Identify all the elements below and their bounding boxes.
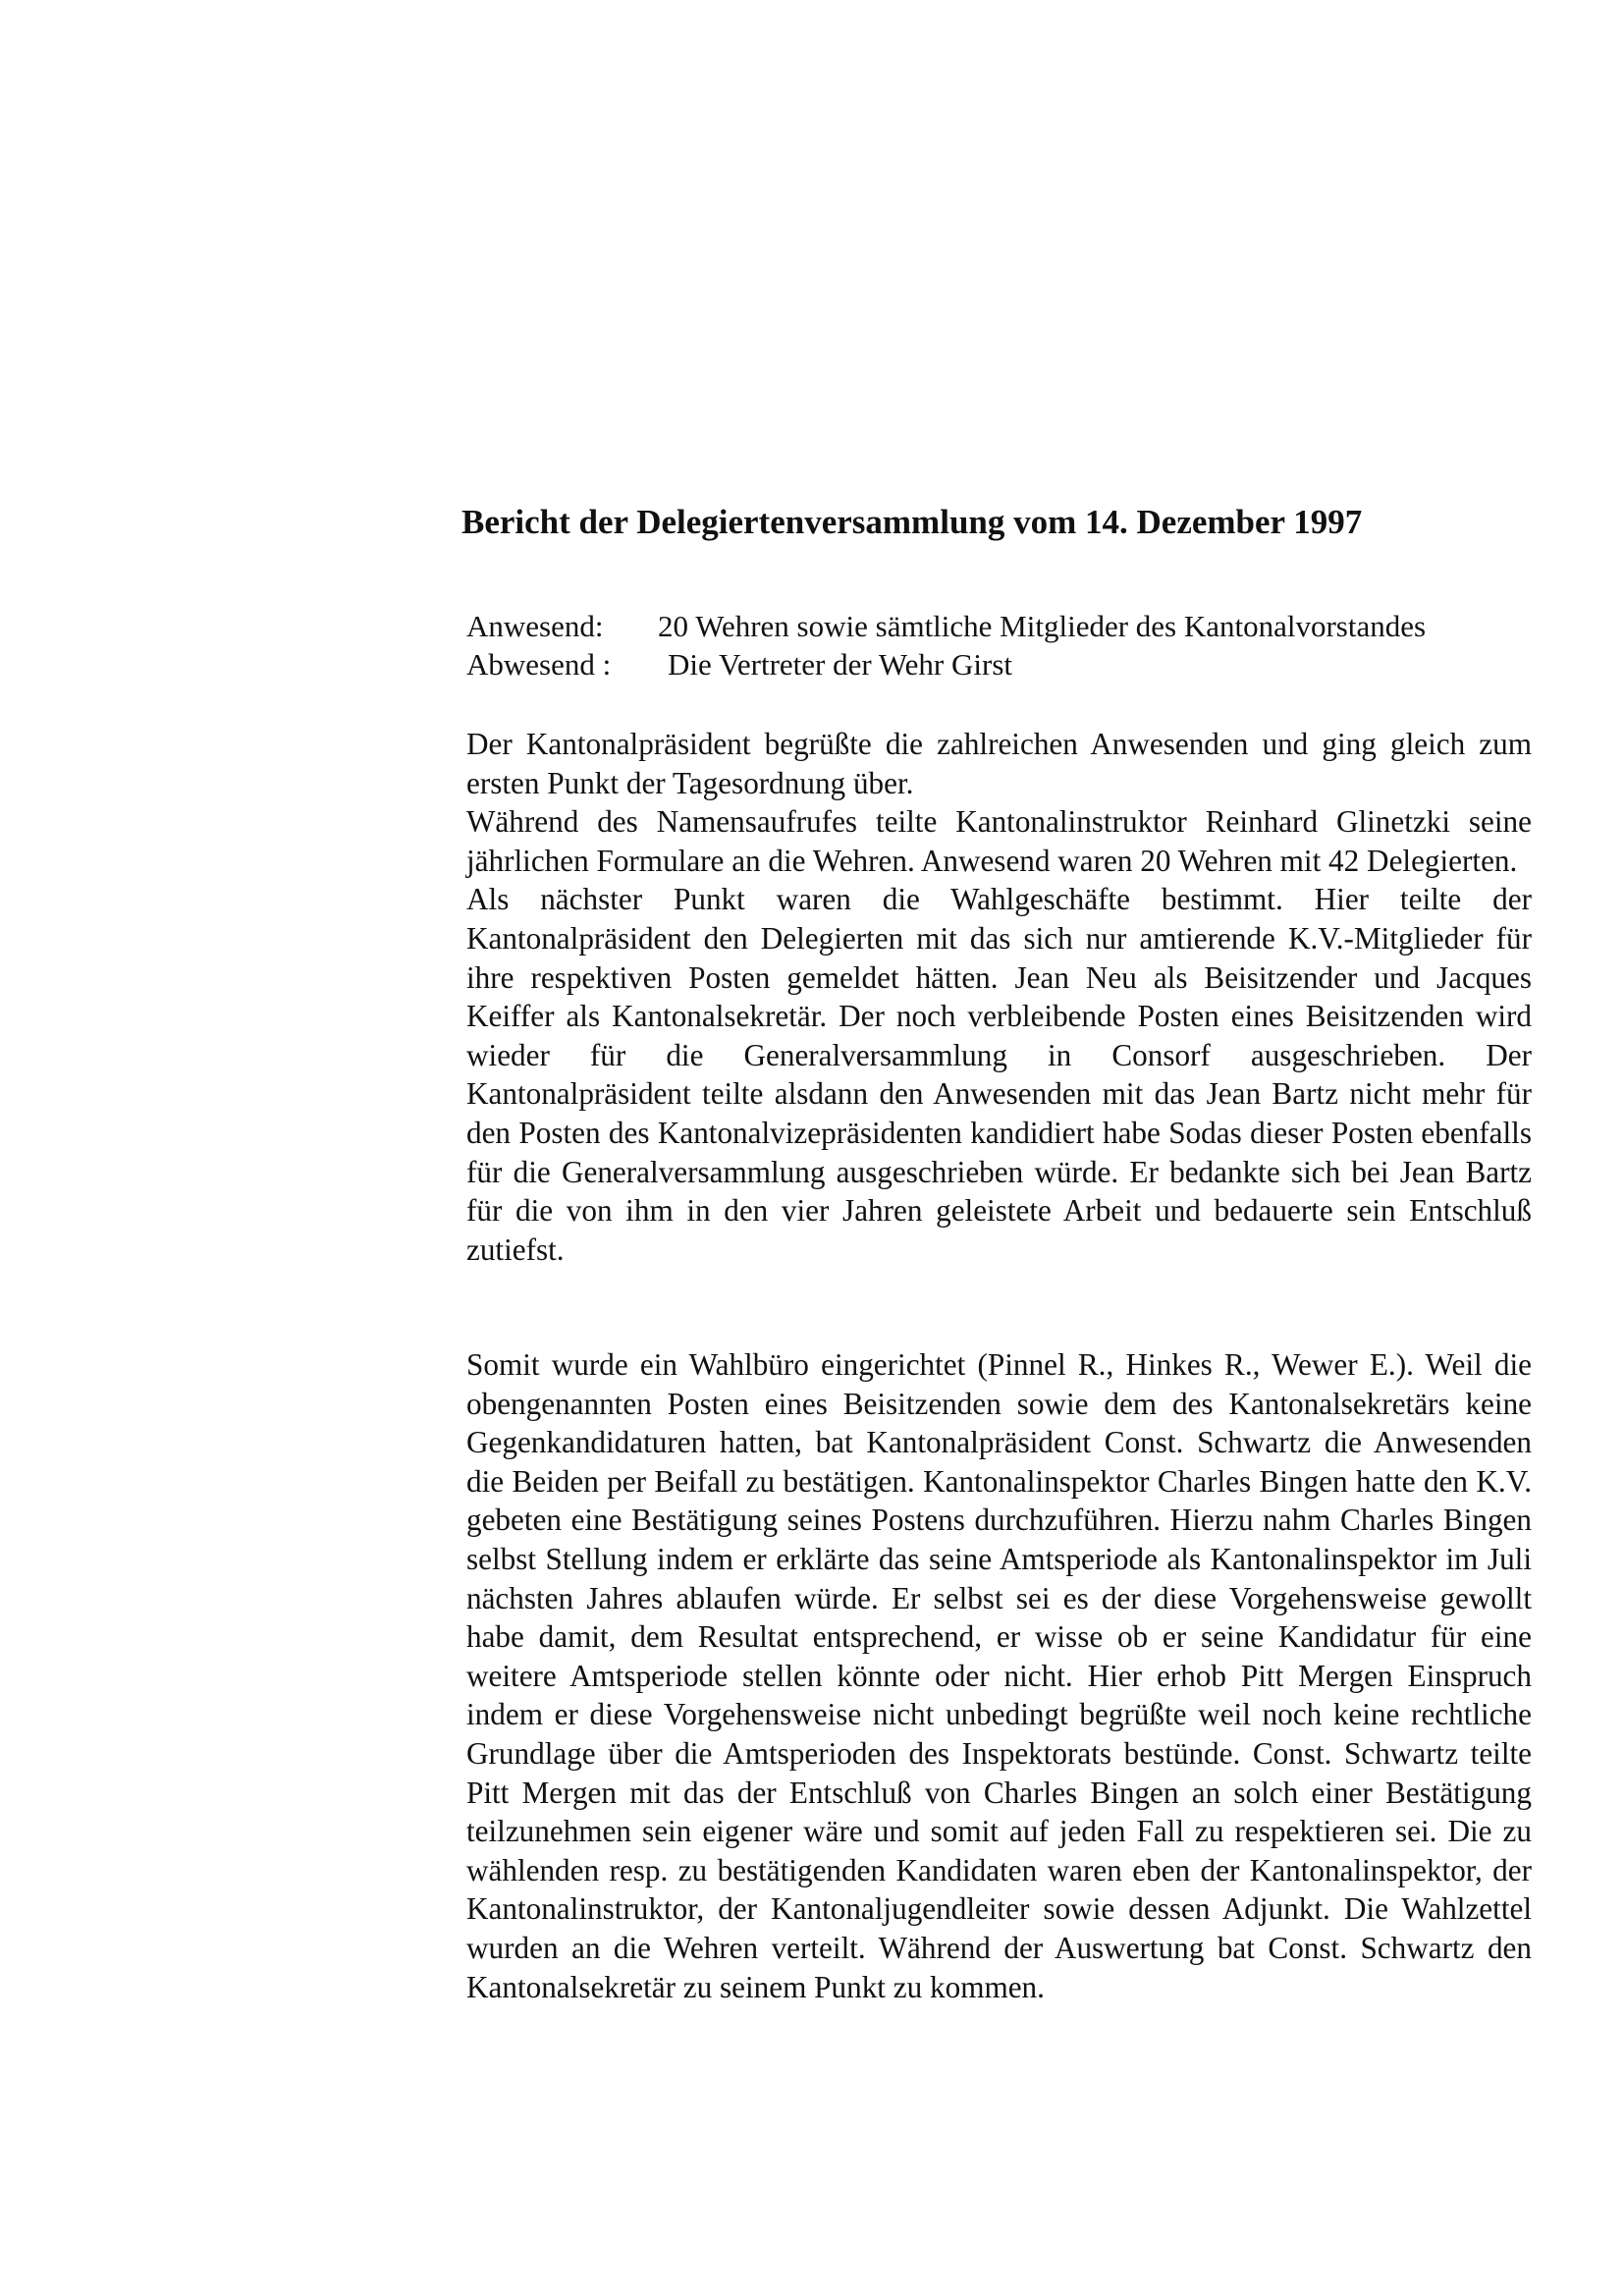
absent-value: Die Vertreter der Wehr Girst bbox=[668, 647, 1013, 682]
paragraph-block-first bbox=[466, 725, 1532, 1269]
absent-label: Abwesend : bbox=[466, 647, 612, 682]
present-label: Anwesend: bbox=[466, 609, 604, 643]
absent-row bbox=[466, 645, 1537, 683]
paragraph-block-second bbox=[466, 1345, 1532, 2006]
paragraph-elections: Als nächster Punkt waren die Wahlgeschäfte bestimmt. Hier teilte der Kantonalpräsident den Delegierten mit das sich nur amtierende K.V.-Mitglieder für ihre respektiven Posten gemeldet hätten. Jean Neu als Beisitzender und Jacques Keiffer als Kantonalsekretär. Der noch verbleibende Posten eines Beisitzenden wird wieder für die Generalversammlung in Consorf ausgeschrieben. Der Kantonalpräsident teilte alsdann den Anwesenden mit das Jean Bartz nicht mehr für den Posten des Kantonalvizepräsidenten kandidiert habe Sodas dieser Posten ebenfalls für die Generalversammlung ausgeschrieben würde. Er bedankte sich bei Jean Bartz für die von ihm in den vier Jahren geleistete Arbeit und bedauerte sein Entschluß zutiefst. bbox=[466, 882, 1532, 1267]
paragraph-election-office: Somit wurde ein Wahlbüro eingerichtet (Pinnel R., Hinkes R., Wewer E.). Weil die obengenannten Posten eines Beisitzenden sowie dem des Kantonalsekretärs keine Gegenkandidaturen hatten, bat Kantonalpräsident Const. Schwartz die Anwesenden die Beiden per Beifall zu bestätigen. Kantonalinspektor Charles Bingen hatte den K.V. gebeten eine Bestätigung seines Postens durchzuführen. Hierzu nahm Charles Bingen selbst Stellung indem er erklärte das seine Amtsperiode als Kantonalinspektor im Juli nächsten Jahres ablaufen würde. Er selbst sei es der diese Vorgehensweise gewollt habe damit, dem Resultat entsprechend, er wisse ob er seine Kandidatur für eine weitere Amtsperiode stellen könnte oder nicht. Hier erhob Pitt Mergen Einspruch indem er diese Vorgehensweise nicht unbedingt begrüßte weil noch keine rechtliche Grundlage über die Amtsperioden des Inspektorats bestünde. Const. Schwartz teilte Pitt Mergen mit das der Entschluß von Charles Bingen an solch einer Bestätigung teilzunehmen sein eigener wäre und somit auf jeden Fall zu respektieren sei. Die zu wählenden resp. zu bestätigenden Kandidaten waren eben der Kantonalinspektor, der Kantonalinstruktor, der Kantonaljugendleiter sowie dessen Adjunkt. Die Wahlzettel wurden an die Wehren verteilt. Während der Auswertung bat Const. Schwartz den Kantonalsekretär zu seinem Punkt zu kommen. bbox=[466, 1347, 1532, 2004]
attendance-block bbox=[466, 607, 1537, 683]
paragraph-roll-call: Während des Namensaufrufes teilte Kantonalinstruktor Reinhard Glinetzki seine jährlichen Formulare an die Wehren. Anwesend waren 20 Wehren mit 42 Delegierten. bbox=[466, 804, 1532, 878]
document-title: Bericht der Delegiertenversammlung vom 14. Dezember 1997 bbox=[461, 503, 1363, 541]
present-row bbox=[466, 607, 1537, 645]
present-value: 20 Wehren sowie sämtliche Mitglieder des Kantonalvorstandes bbox=[658, 609, 1427, 643]
paragraph-greeting: Der Kantonalpräsident begrüßte die zahlreichen Anwesenden und ging gleich zum ersten Punkt der Tagesordnung über. bbox=[466, 727, 1532, 800]
